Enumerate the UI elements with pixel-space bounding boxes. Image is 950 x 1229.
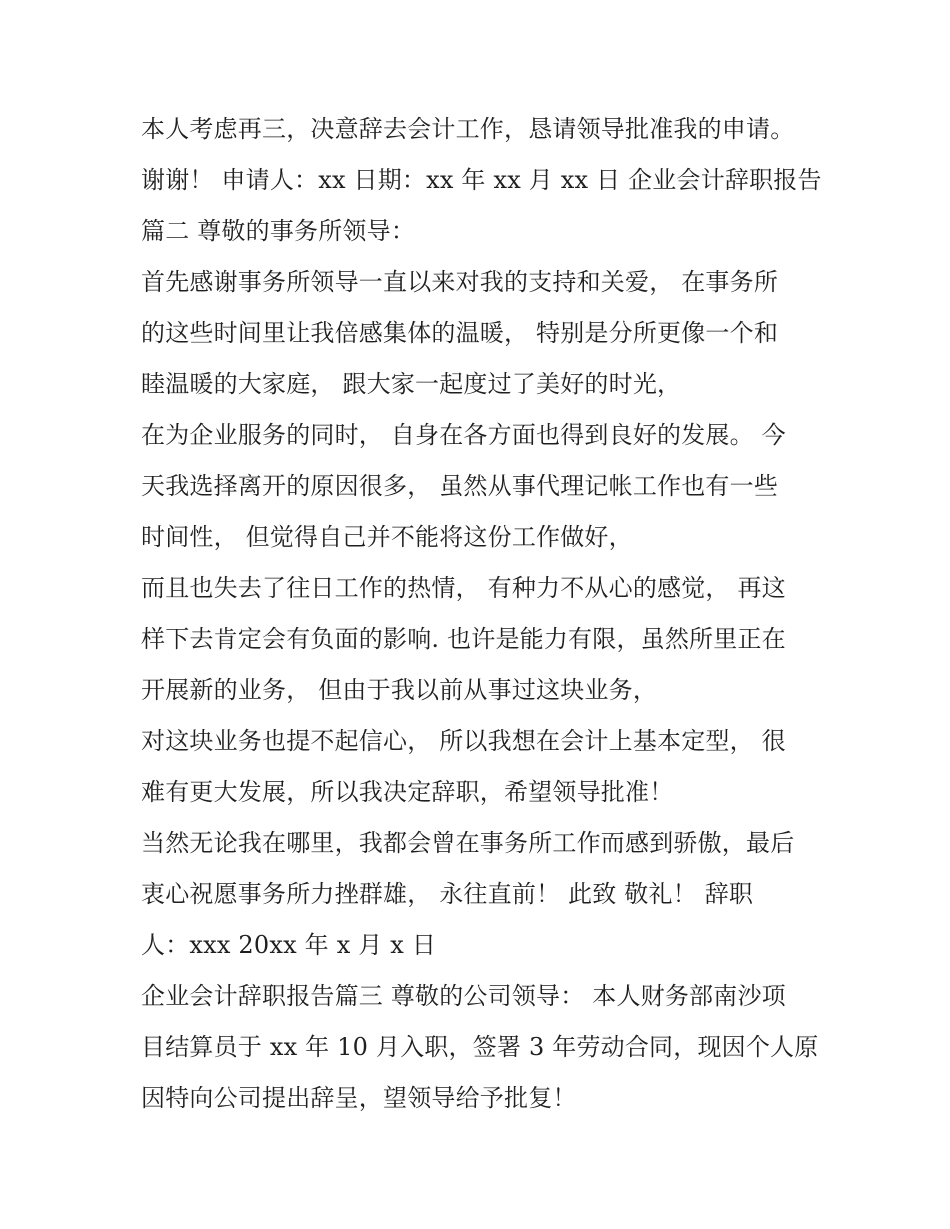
text-line: 人：xxx 20xx 年 x 月 x 日 (141, 931, 437, 959)
text-line: 本人考虑再三，决意辞去会计工作，恳请领导批准我的申请。 (141, 115, 795, 143)
text-line: 当然无论我在哪里，我都会曾在事务所工作而感到骄傲，最后 (141, 829, 795, 857)
text-line: 的这些时间里让我倍感集体的温暖， 特别是分所更像一个和 (141, 319, 779, 347)
text-line: 睦温暖的大家庭， 跟大家一起度过了美好的时光， (141, 370, 682, 398)
text-line: 开展新的业务， 但由于我以前从事过这块业务， (141, 676, 658, 704)
text-line: 对这块业务也提不起信心， 所以我想在会计上基本定型， 很 (141, 727, 786, 755)
text-line: 难有更大发展，所以我决定辞职，希望领导批准！ (141, 778, 674, 806)
text-line: 首先感谢事务所领导一直以来对我的支持和关爱， 在事务所 (141, 268, 779, 296)
text-line: 衷心祝愿事务所力挫群雄， 永往直前！ 此致 敬礼！ 辞职 (141, 880, 754, 908)
text-line: 时间性， 但觉得自己并不能将这份工作做好， (141, 523, 633, 551)
text-line: 样下去肯定会有负面的影响. 也许是能力有限，虽然所里正在 (141, 625, 786, 653)
text-line: 篇二 尊敬的事务所领导： (141, 217, 416, 245)
resignation-letter-text (141, 104, 841, 1124)
text-line: 因特向公司提出辞呈，望领导给予批复！ (141, 1084, 577, 1112)
text-line: 目结算员于 xx 年 10 月入职，签署 3 年劳动合同，现因个人原 (141, 1033, 819, 1061)
text-line: 天我选择离开的原因很多， 虽然从事代理记帐工作也有一些 (141, 472, 779, 500)
text-line: 在为企业服务的同时， 自身在各方面也得到良好的发展。 今 (141, 421, 786, 449)
text-line: 而且也失去了往日工作的热情， 有种力不从心的感觉， 再这 (141, 574, 786, 602)
text-line: 谢谢！ 申请人：xx 日期：xx 年 xx 月 xx 日 企业会计辞职报告 (141, 166, 822, 194)
text-line: 企业会计辞职报告篇三 尊敬的公司领导： 本人财务部南沙项 (141, 982, 786, 1010)
